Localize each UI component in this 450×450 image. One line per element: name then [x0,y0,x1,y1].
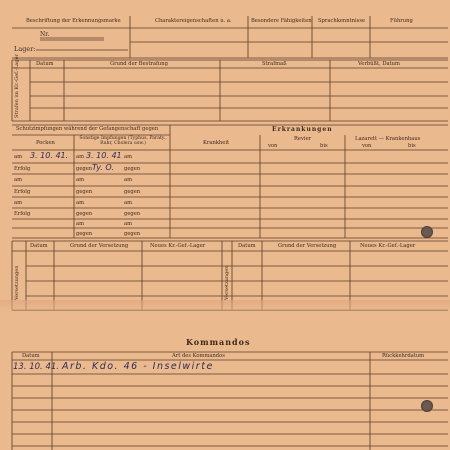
header-faehigkeiten: Besondere Fähigkeiten [251,18,312,24]
impf-row-label: Erfolg [14,166,31,172]
versetzung-header-datum: Datum [30,243,48,249]
hand-sonst-gegen: Ty. O. [92,163,114,172]
strafen-header-grund: Grund der Bestrafung [110,61,168,67]
hand-sonst-date: 3. 10. 41 [86,151,122,160]
impf-am-label: am [76,221,85,227]
impf-gegen-label: gegen [124,231,141,237]
impf-am-label: am [76,154,85,160]
hand-pocken-date: 3. 10. 41. [30,151,69,160]
header-sprachen: Sprachkenntnisse [318,18,366,24]
label-lager: Lager: [14,45,36,53]
strafen-header-strafmass: Strafmaß [262,61,287,67]
impf-row-label: am [14,200,23,206]
impf-gegen-label: gegen [124,189,141,195]
label-nr: Nr. [40,31,50,38]
hand-kommando-art: Arb. Kdo. 46 - Inselwirte [62,361,214,372]
impf-title: Schutzimpfungen während der Gefangenschaft gegen [16,126,159,132]
impf-am-label: am [76,200,85,206]
erkrankungen-von: von [268,143,278,149]
versetzung-header-grund: Grund der Versetzung [70,243,129,249]
kommandos-title: Kommandos [186,337,251,347]
kommandos-header-datum: Datum [22,353,40,359]
versetzung-header-lager: Neues Kr.-Gef.-Lager [150,243,206,249]
erkrankungen-von: von [362,143,372,149]
impf-sonstige: Sonstige Impfungen (Typhus, Paraty., Ruhr, Cholera usw.) [79,136,167,146]
impf-row-label: Erfolg [14,189,31,195]
erkrankungen-title: Erkrankungen [272,126,333,133]
impf-gegen-label: gegen [76,211,93,217]
erkrankungen-lazarett: Lazarett — Krankenhaus [355,136,421,142]
impf-am-label: am [124,221,133,227]
impf-am-label: am [76,177,85,183]
impf-am-label: am [124,154,133,160]
header-erkennungsmarke: Beschriftung der Erkennungsmarke [26,18,121,24]
punch-hole [421,400,433,412]
paper-fold [0,300,450,310]
impf-gegen-label: gegen [124,166,141,172]
strafen-header-datum: Datum [36,61,54,67]
impf-row-label: Erfolg [14,211,31,217]
erkrankungen-bis: bis [320,143,328,149]
header-fuehrung: Führung [390,18,413,24]
versetzung-header-grund: Grund der Versetzung [278,243,337,249]
erkrankungen-revier: Revier [294,136,312,142]
versetzung-header-datum: Datum [238,243,256,249]
impf-row-label: am [14,154,23,160]
strafen-header-verbuesst: Verbüßt, Datum [358,61,400,67]
kommandos-header-art: Art des Kommandos [172,353,225,359]
impf-gegen-label: gegen [124,211,141,217]
versetzungen-side-label-right: Versetzungen [224,265,230,300]
impf-am-label: am [124,200,133,206]
versetzungen-side-label-left: Versetzungen [14,265,20,300]
erkrankungen-bis: bis [408,143,416,149]
kommandos-header-rueckkehr: Rückkehrdatum [382,353,425,359]
impf-gegen-label: gegen [76,231,93,237]
impf-gegen-label: gegen [76,189,93,195]
strafen-side-label: Strafen im Kr.-Gef.-Lager [14,54,20,118]
hand-kommando-date: 13. 10. 41. [13,362,59,372]
impf-pocken: Pocken [36,140,55,146]
punch-hole [421,226,433,238]
impf-row-label: am [14,177,23,183]
header-charakter: Charaktereigenschaften u. a. [155,18,232,24]
erkrankungen-krankheit: Krankheit [203,140,230,146]
versetzung-header-lager: Neues Kr.-Gef.-Lager [360,243,416,249]
impf-gegen-label: gegen [76,166,93,172]
impf-am-label: am [124,177,133,183]
